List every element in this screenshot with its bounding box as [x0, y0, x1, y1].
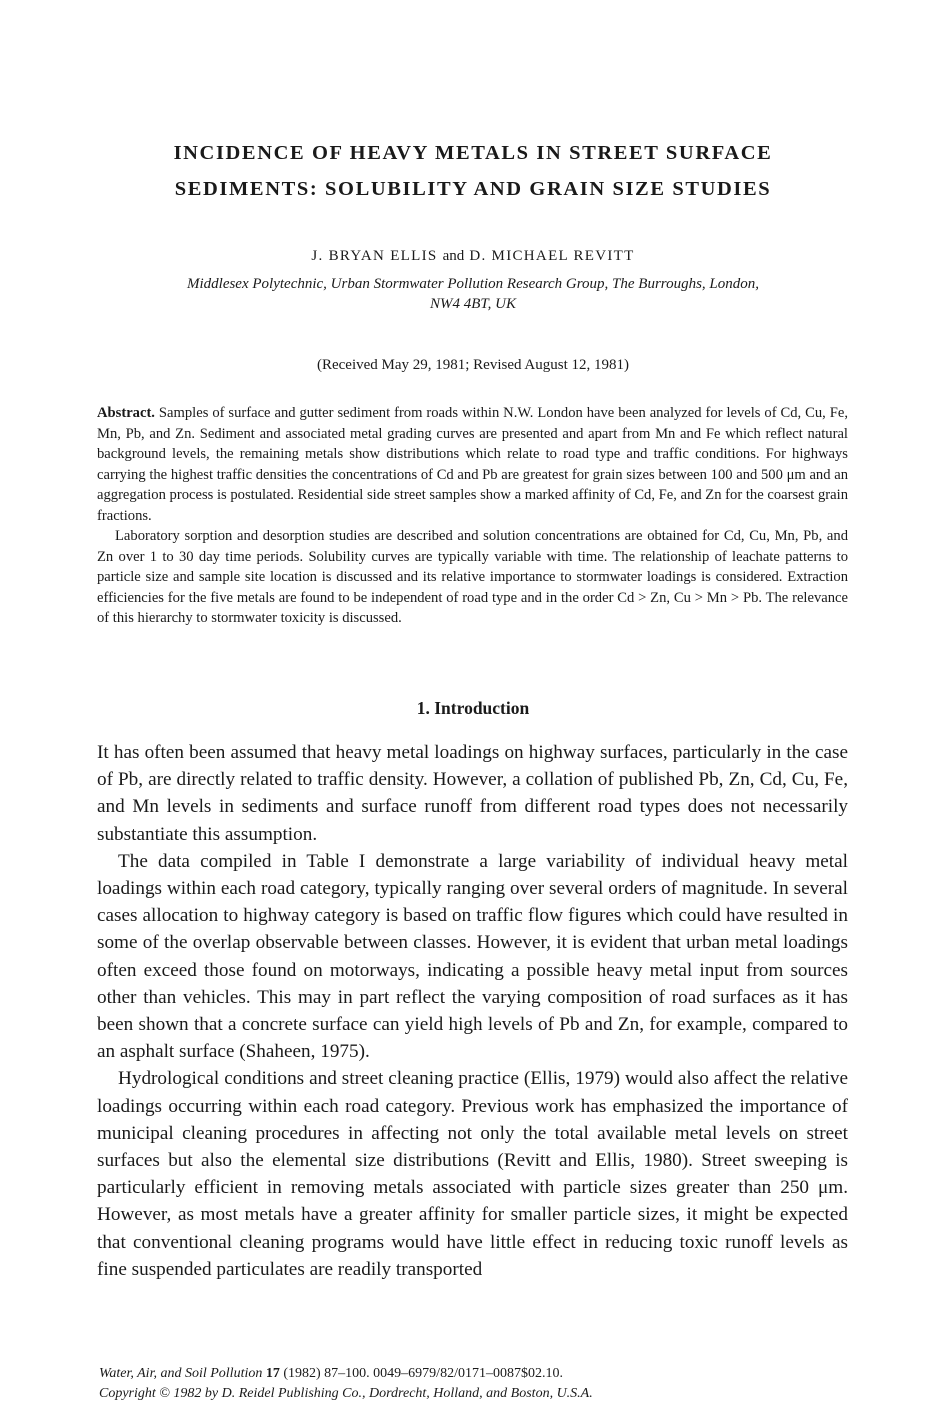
affiliation-line-2: NW4 4BT, UK [430, 296, 516, 312]
introduction-body [97, 739, 848, 1283]
abstract-paragraph-1 [97, 403, 848, 526]
copyright-line: Copyright © 1982 by D. Reidel Publishing Co., Dordrecht, Holland, and Boston, U.S.A. [99, 1386, 593, 1401]
affiliation-line-1: Middlesex Polytechnic, Urban Stormwater Pollution Research Group, The Burroughs, London, [186, 276, 760, 292]
author-ellis: J. BRYAN ELLIS [311, 248, 438, 264]
author-revitt: D. MICHAEL REVITT [469, 248, 635, 264]
author-line [0, 248, 946, 265]
journal-name: Water, Air, and Soil Pollution [99, 1366, 263, 1381]
paper-title-line-2: SEDIMENTS: SOLUBILITY AND GRAIN SIZE STUDIES [174, 178, 772, 200]
journal-volume: 17 [265, 1366, 280, 1381]
section-heading-introduction: 1. Introduction [416, 698, 530, 718]
abstract-label: Abstract. [97, 405, 155, 421]
author-conjunction: and [442, 248, 465, 264]
page-footer [99, 1364, 859, 1404]
body-paragraph: The data compiled in Table I demonstrate a large variability of individual heavy metal loadings within each road category, typically ranging over several orders of magnitude. In several cases allocation to highway category is based on traffic flow figures which could have resulted in some of the overlap observable between classes. However, it is evident that urban metal loadings often exceed those found on motorways, indicating a possible heavy metal input from sources other than vehicles. This may in part reflect the varying composition of road surfaces as it has been shown that a concrete surface can yield high levels of Pb and Zn, for example, compared to an asphalt surface (Shaheen, 1975). [97, 850, 848, 1063]
abstract-paragraph-2: Laboratory sorption and desorption studies are described and solution concentrations are obtained for Cd, Cu, Mn, Pb, and Zn over 1 to 30 day time periods. Solubility curves are typically variable with time. The relationship of leachate patterns to particle size and sample site location is discussed and its relative importance to stormwater loadings is considered. Extraction efficiencies for the five metals are found to be independent of road type and in the order Cd > Zn, Cu > Mn > Pb. The relevance of this hierarchy to stormwater toxicity is discussed. [97, 528, 848, 626]
citation-line [99, 1364, 859, 1384]
body-paragraph: It has often been assumed that heavy metal loadings on highway surfaces, particularly in the case of Pb, are directly related to traffic density. However, a collation of published Pb, Zn, Cd, Cu, Fe, and Mn levels in sediments and surface runoff from different road types does not necessarily substantiate this assumption. [97, 742, 848, 845]
body-paragraph: Hydrological conditions and street cleaning practice (Ellis, 1979) would also affect the relative loadings occurring within each road category. Previous work has emphasized the importance of municipal cleaning procedures in affecting not only the total available metal levels on street surfaces but also the elemental size distributions (Revitt and Ellis, 1980). Street sweeping is particularly efficient in removing metals associated with particle sizes greater than 250 μm. However, as most metals have a greater affinity for smaller particle sizes, it might be expected that conventional cleaning programs would have little effect in reducing toxic runoff levels as fine suspended particulates are readily transported [97, 1068, 848, 1280]
abstract [97, 403, 848, 629]
paper-title-line-1: INCIDENCE OF HEAVY METALS IN STREET SURFACE [173, 142, 773, 164]
citation-details: (1982) 87–100. 0049–6979/82/0171–0087$02.10. [283, 1366, 563, 1381]
received-dates: (Received May 29, 1981; Revised August 12, 1981) [316, 357, 630, 373]
abstract-text-1: Samples of surface and gutter sediment from roads within N.W. London have been analyzed for levels of Cd, Cu, Fe, Mn, Pb, and Zn. Sediment and associated metal grading curves are presented and apart from Mn and Fe which reflect natural background levels, the remaining metals show distributions which relate to road type and traffic conditions. For highways carrying the highest traffic densities the concentrations of Cd and Pb are greatest for grain sizes between 100 and 500 μm and an aggregation process is postulated. Residential side street samples show a marked affinity of Cd, Fe, and Zn for the coarsest grain fractions. [97, 405, 848, 524]
affiliation [140, 274, 806, 314]
